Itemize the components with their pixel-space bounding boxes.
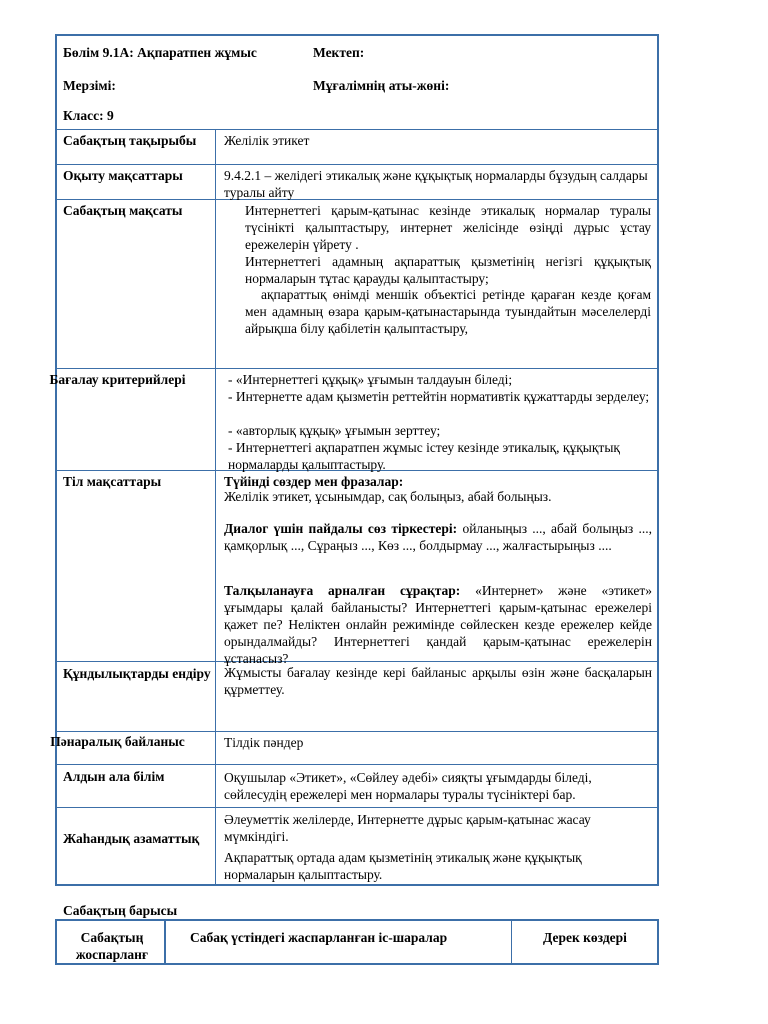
lesson-goal-item: Интернеттегі қарым-қатынас кезінде этикалық нормалар туралы түсінікті қалыптастыру, интернет желісінде өзіңді дұрыс ұстау ережелерін үйрету . — [245, 203, 651, 252]
assessment-item: - «Интернеттегі құқық» ұғымын талдауын біледі; — [228, 372, 513, 387]
topic-value: Желілік этикет — [224, 133, 310, 148]
global-item: Әлеуметтік желілерде, Интернетте дұрыс қарым-қатынас жасау мүмкіндігі. — [224, 812, 591, 844]
objectives-label: Оқыту мақсаттары — [63, 168, 183, 183]
assessment-item: - «авторлық құқық» ұғымын зерттеу; — [228, 423, 441, 438]
date-label: Мерзімі: — [63, 78, 116, 93]
discussion-block — [224, 582, 652, 667]
objectives-value: 9.4.2.1 – желідегі этикалық және құқықтық нормаларды бұзудың салдары туралы айту — [224, 168, 648, 200]
assessment-label: Бағалау критерийлері — [49, 372, 186, 387]
progress-col-activities: Сабақ үстіндегі жаспарланған іс-шаралар — [190, 930, 448, 945]
progress-col-sources: Дерек көздері — [543, 930, 627, 945]
cross-text: Тілдік пәндер — [224, 735, 304, 750]
global-item: Ақпараттық ортада адам қызметінің этикалық және құқықтық нормаларын қалыптастыру. — [224, 850, 582, 882]
assessment-item: - Интернеттегі ақпаратпен жұмыс істеу кезінде этикалық, құқықтық нормаларды қалыптастыру. — [228, 440, 620, 472]
teacher-label: Мұғалімнің аты-жөні: — [313, 78, 450, 93]
progress-title: Сабақтың барысы — [63, 903, 178, 918]
grade-label: Класс: 9 — [63, 108, 114, 123]
global-label: Жаһандық азаматтық — [63, 831, 200, 846]
dialog-text: ойланыңыз ..., абай болыңыз ..., қамқорлық ..., Сұраңыз ..., Көз ..., болдырмау ..., жалғастырыңыз .... — [224, 521, 652, 553]
values-label: Құндылықтарды ендіру — [63, 666, 211, 681]
dialog-title: Диалог үшін пайдалы сөз тіркестері: — [224, 521, 458, 536]
discussion-text: «Интернет» және «этикет» ұғымдары қалай байланысты? Интернеттегі қарым-қатынас ережелері қажет пе? Неліктен онлайн режимінде сөйлескен кезде ережелер кейде орындалмайды? Интернеттегі қандай қарым-қатынас ережелерін ұстанасыз? — [224, 583, 652, 666]
lesson-goal-label: Сабақтың мақсаты — [63, 203, 183, 218]
language-label: Тіл мақсаттары — [63, 474, 162, 489]
discussion-title: Талқыланауға арналған сұрақтар: — [224, 583, 461, 598]
assessment-item: - Интернетте адам қызметін реттейтін нормативтік құжаттарды зерделеу; — [228, 389, 650, 404]
topic-label: Сабақтың тақырыбы — [63, 133, 197, 148]
keywords-title: Түйінді сөздер мен фразалар: — [224, 474, 404, 489]
lesson-goal-item: ақпараттық өнімді меншік объектісі ретінде қараған кезде қоғам мен адамның өзара қарым-қатынастарында туындайтын мәселелерді айрықша білу қабілетін қалыптастыру, — [245, 287, 651, 336]
progress-col-planned: Сабақтың жоспарланғ — [75, 930, 149, 962]
cross-label: Пәнаралық байланыс — [50, 734, 185, 749]
school-label: Мектеп: — [313, 45, 365, 60]
dialog-block — [224, 520, 652, 554]
prior-label: Алдын ала білім — [63, 769, 165, 784]
values-text: Жұмысты бағалау кезінде кері байланыс арқылы өзін және басқаларын құрметтеу. — [224, 665, 652, 697]
section-title: Бөлім 9.1А: Ақпаратпен жұмыс — [63, 45, 257, 60]
keywords-text: Желілік этикет, ұсынымдар, сақ болыңыз, абай болыңыз. — [224, 489, 552, 504]
prior-text: Оқушылар «Этикет», «Сөйлеу әдебі» сияқты ұғымдарды біледі, сөйлесудің ережелері мен нормалары туралы түсініктері бар. — [224, 770, 592, 802]
lesson-goal-item: Интернеттегі адамның ақпараттық қызметінің негізгі құқықтық нормаларын тұтас қарауды қалыптастыру; — [245, 254, 651, 286]
